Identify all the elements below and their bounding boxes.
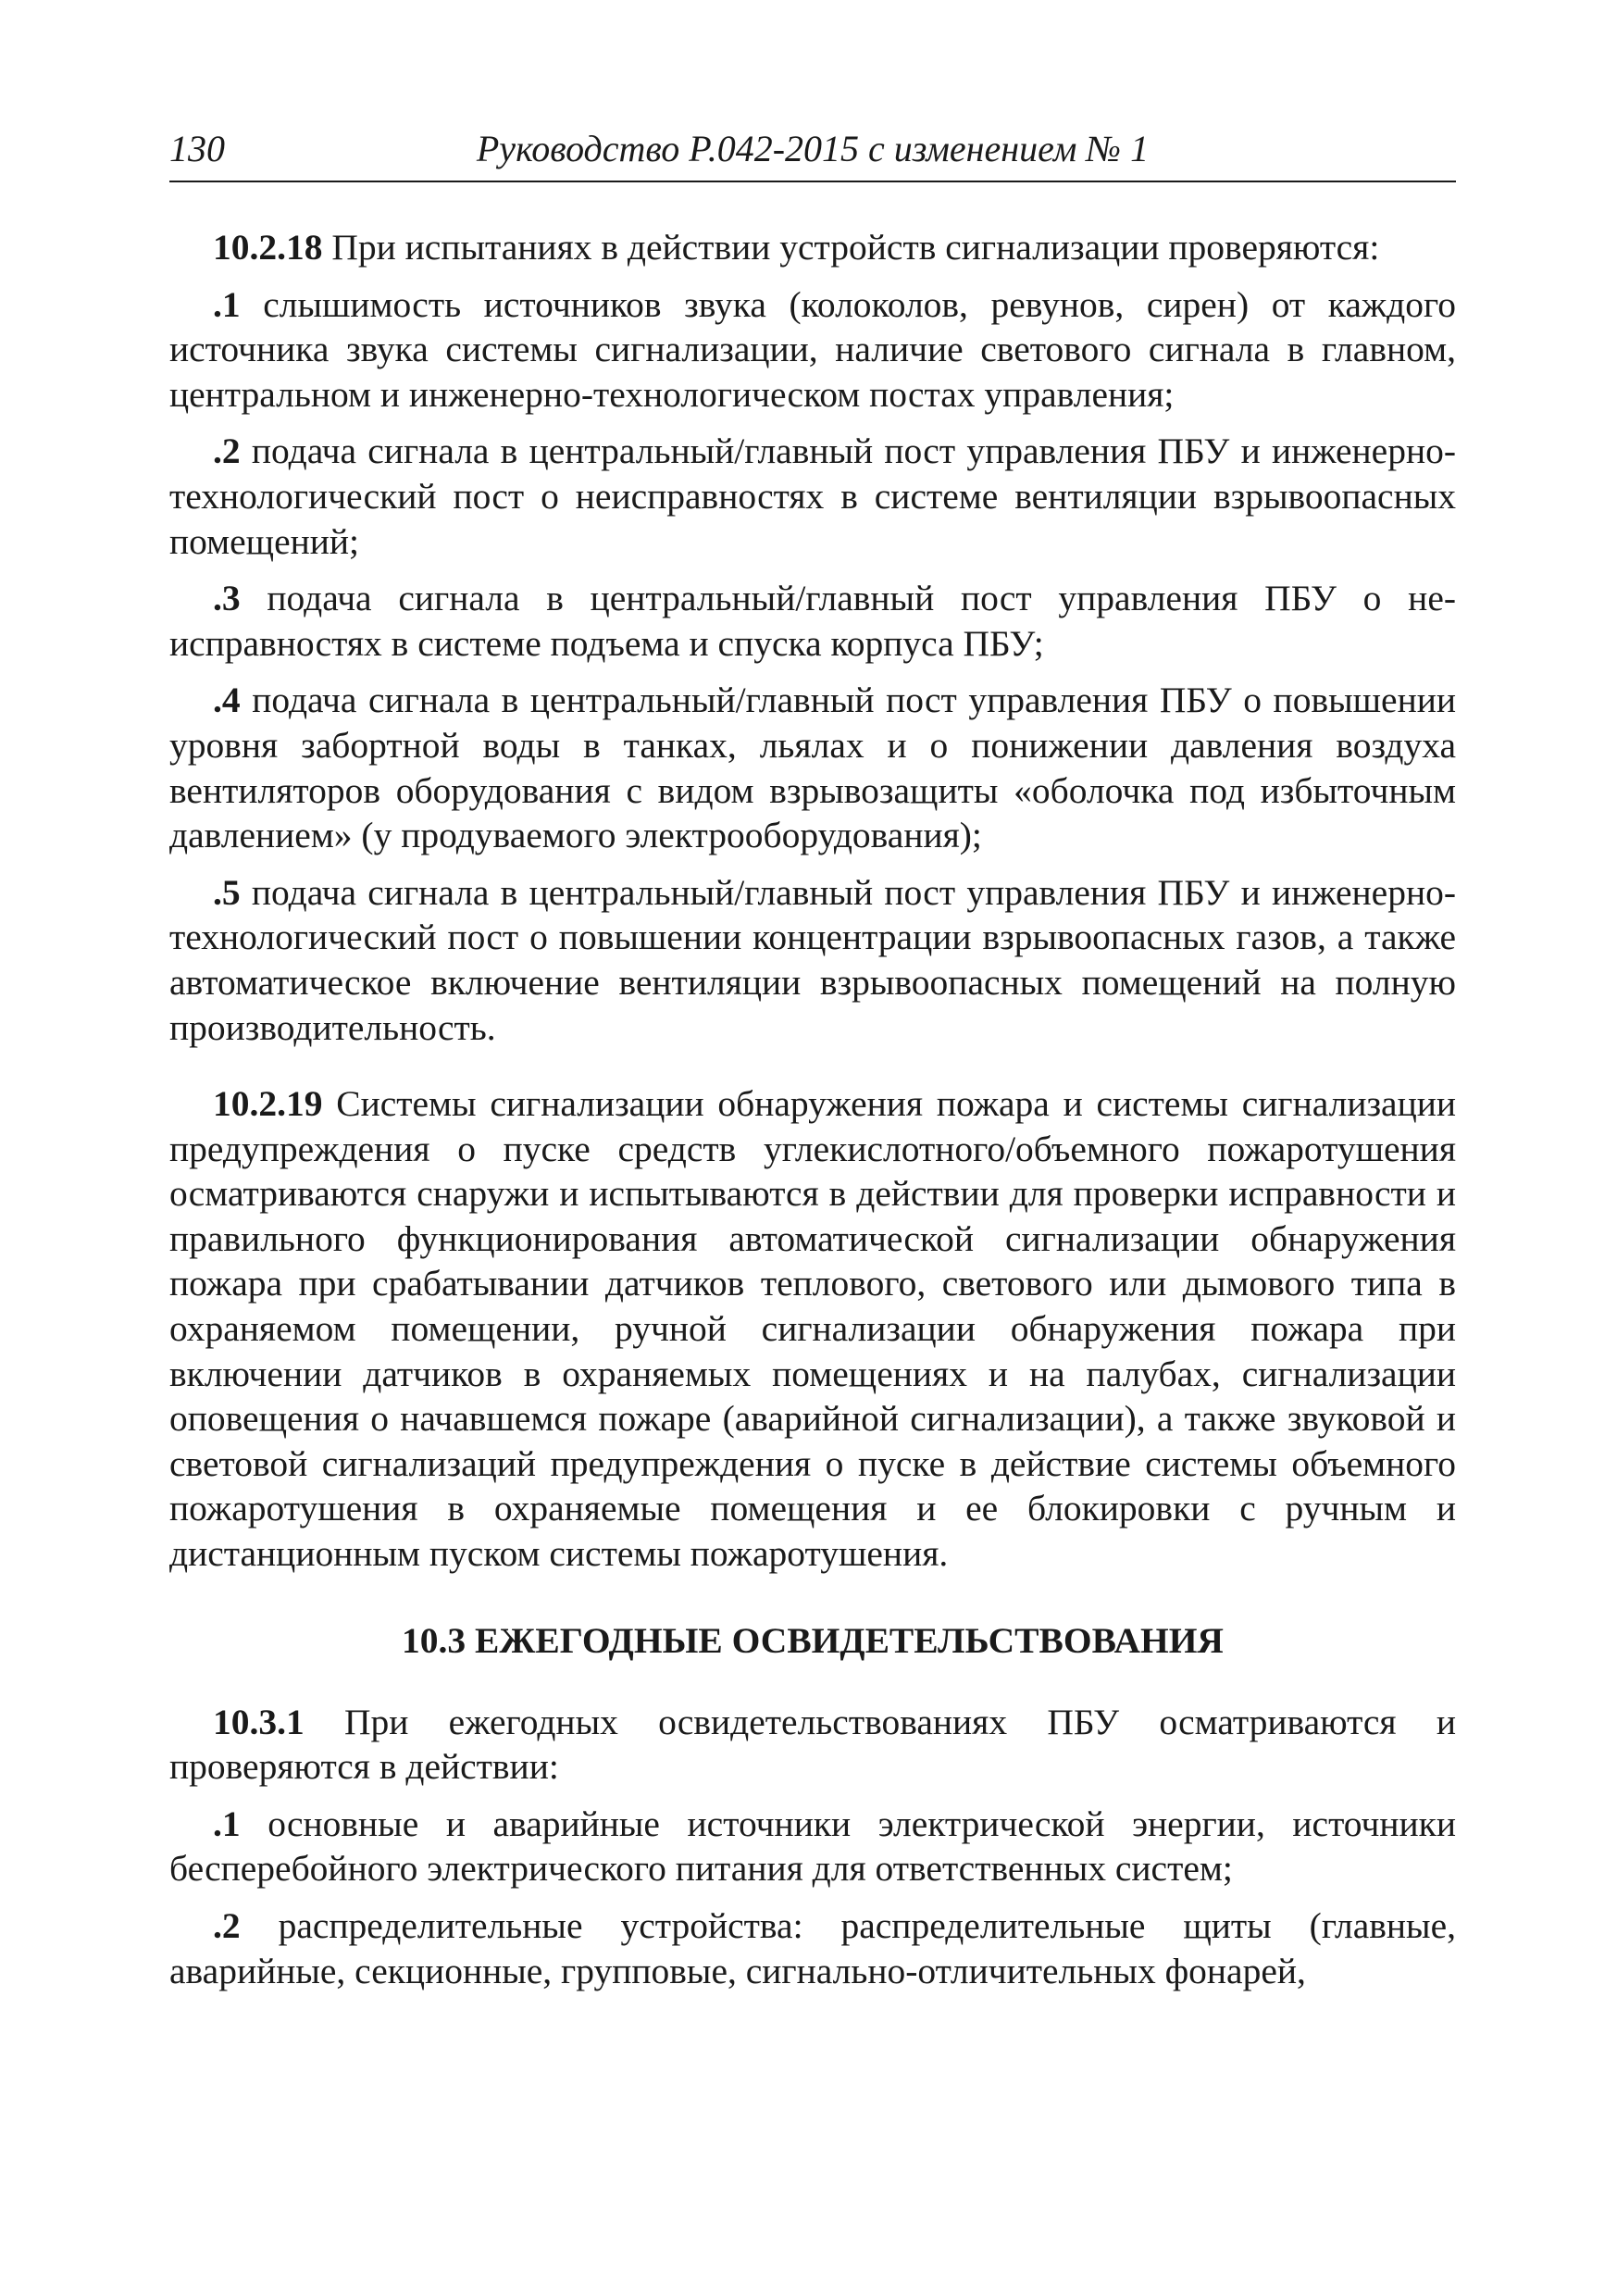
paragraph-10-2-18 bbox=[169, 225, 1456, 270]
item-number: .4 bbox=[213, 680, 241, 721]
list-item bbox=[169, 1903, 1456, 1993]
item-text: подача сигнала в центральный/главный пост управления ПБУ и инженерно-технологический пост о неисправностях в системе вентиляции взрывоопасных помещений; bbox=[169, 430, 1456, 562]
clause-text: При ежегодных освидетельствованиях ПБУ осматриваются и проверяются в действии: bbox=[169, 1701, 1456, 1788]
clause-number: 10.2.19 bbox=[213, 1083, 323, 1125]
list-item bbox=[169, 282, 1456, 418]
page-number: 130 bbox=[169, 128, 225, 169]
clause-text: При испытаниях в действии устройств сигнализации проверяются: bbox=[331, 227, 1380, 268]
item-text: подача сигнала в центральный/главный пост управления ПБУ и инженерно-технологический пост о повышении концентрации взрывоопасных газов, а также автоматическое включение вентиляции взрывоопасных помещений на полную производительность. bbox=[169, 871, 1456, 1048]
item-number: .3 bbox=[213, 578, 241, 619]
paragraph-10-3-1 bbox=[169, 1700, 1456, 1790]
item-number: .2 bbox=[213, 430, 241, 472]
item-text: основные и аварийные источники электрической энергии, источники бесперебойного электрического питания для ответственных систем; bbox=[169, 1803, 1457, 1890]
list-item bbox=[169, 870, 1456, 1050]
clause-number: 10.2.18 bbox=[213, 227, 323, 268]
item-number: .2 bbox=[213, 1905, 241, 1946]
clause-number: 10.3.1 bbox=[213, 1701, 305, 1742]
list-item bbox=[169, 429, 1456, 564]
clause-text: Системы сигнализации обнаружения пожара и системы сигнализации предупреждения о пуске средств углекислотного/объемного пожаротушения осматриваются снаружи и испытываются в действии для проверки исправности и правильного функционирования автоматической сигнализации обнаружения пожара при срабатывании датчиков теплового, светового или дымового типа в охраняемом помещении, ручной сигнализации обнаружения пожара при включении датчиков в охраняемых помещениях и на палубах, сигнализации оповещения о начавшемся пожаре (аварийной сигнализации), а также звуковой и световой сигнализаций предупреждения о пуске в действие системы объемного пожаротушения в охраняемые помещения и ее блокировки с ручным и дистанционным пуском системы пожаротушения. bbox=[169, 1083, 1457, 1575]
paragraph-10-2-19 bbox=[169, 1081, 1456, 1577]
page-body bbox=[169, 225, 1456, 1993]
list-item bbox=[169, 576, 1456, 666]
item-text: распределительные устройства: распределительные щиты (главные, аварийные, секционные, групповые, сигнально-отличительных фонарей, bbox=[169, 1905, 1457, 1991]
item-number: .5 bbox=[213, 871, 241, 913]
item-text: слышимость источников звука (колоколов, ревунов, сирен) от каждого источника звука системы сигнализации, наличие светового сигнала в главном, центральном и инженерно-технологическом постах управления; bbox=[169, 283, 1456, 415]
item-text: подача сигнала в центральный/главный пост управления ПБУ о неисправностях в системе подъема и спуска корпуса ПБУ; bbox=[169, 578, 1457, 664]
item-number: .1 bbox=[213, 1803, 241, 1844]
item-text: подача сигнала в центральный/главный пост управления ПБУ о повышении уровня забортной воды в танках, льялах и о понижении давления воздуха вентиляторов оборудования с видом взрывозащиты «оболочка под избыточным давлением» (у продуваемого электрооборудования); bbox=[169, 680, 1457, 856]
item-number: .1 bbox=[213, 283, 241, 325]
list-item bbox=[169, 1802, 1456, 1891]
document-title: Руководство Р.042-2015 с изменением № 1 bbox=[476, 128, 1150, 169]
running-header bbox=[169, 125, 1456, 182]
section-heading: 10.3 ЕЖЕГОДНЫЕ ОСВИДЕТЕЛЬСТВОВАНИЯ bbox=[402, 1619, 1224, 1661]
list-item bbox=[169, 678, 1456, 857]
